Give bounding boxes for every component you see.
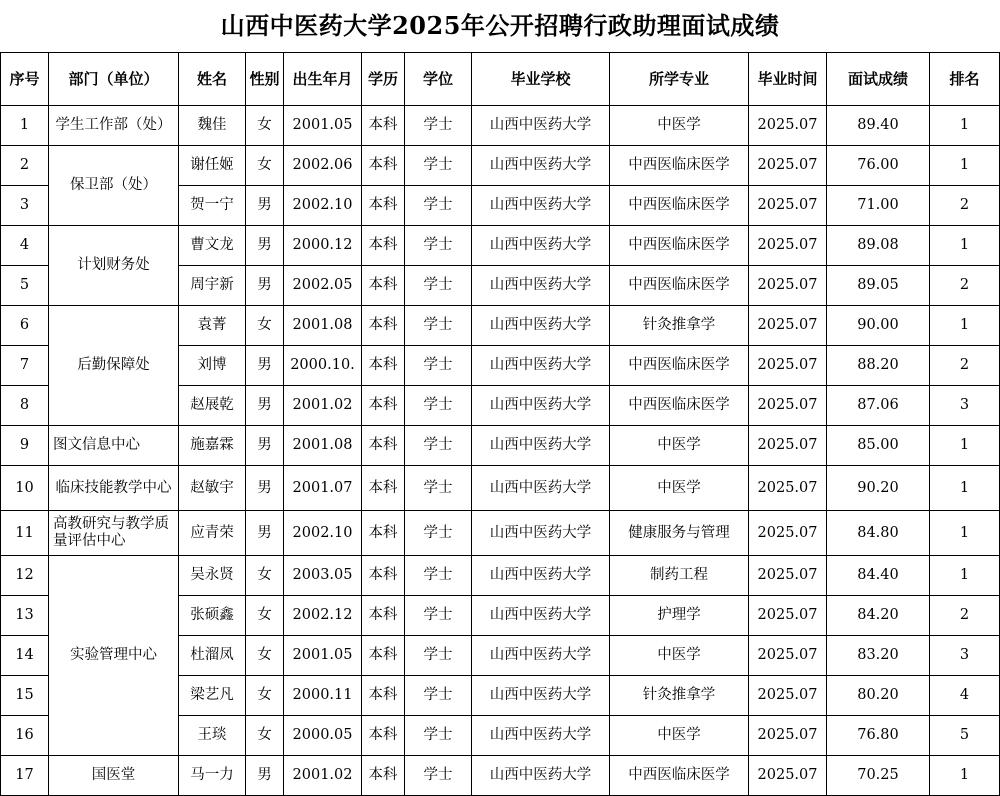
cell-major: 中医学 [610, 716, 749, 756]
cell-score: 84.20 [827, 596, 930, 636]
cell-degree: 学士 [405, 676, 472, 716]
cell-score: 76.80 [827, 716, 930, 756]
cell-score: 83.20 [827, 636, 930, 676]
cell-graduation: 2025.07 [749, 386, 827, 426]
cell-education: 本科 [362, 426, 405, 466]
cell-name: 曹文龙 [179, 226, 246, 266]
cell-graduation: 2025.07 [749, 756, 827, 796]
cell-degree: 学士 [405, 466, 472, 511]
cell-major: 制药工程 [610, 556, 749, 596]
cell-graduation: 2025.07 [749, 306, 827, 346]
cell-school: 山西中医药大学 [472, 511, 610, 556]
table-row [1, 511, 1000, 556]
cell-graduation: 2025.07 [749, 346, 827, 386]
header-department: 部门（单位） [49, 53, 179, 106]
cell-graduation: 2025.07 [749, 636, 827, 676]
cell-gender: 女 [246, 106, 284, 146]
cell-no: 6 [1, 306, 49, 346]
cell-name: 王琰 [179, 716, 246, 756]
cell-birth: 2000.11 [284, 676, 362, 716]
cell-gender: 女 [246, 306, 284, 346]
cell-gender: 女 [246, 636, 284, 676]
cell-no: 2 [1, 146, 49, 186]
table-row [1, 106, 1000, 146]
cell-education: 本科 [362, 511, 405, 556]
cell-birth: 2001.05 [284, 636, 362, 676]
cell-birth: 2002.05 [284, 266, 362, 306]
cell-graduation: 2025.07 [749, 676, 827, 716]
cell-rank: 2 [930, 346, 1000, 386]
cell-no: 9 [1, 426, 49, 466]
cell-major: 针灸推拿学 [610, 676, 749, 716]
cell-school: 山西中医药大学 [472, 346, 610, 386]
cell-score: 89.40 [827, 106, 930, 146]
cell-degree: 学士 [405, 716, 472, 756]
cell-no: 11 [1, 511, 49, 556]
cell-name: 施嘉霖 [179, 426, 246, 466]
cell-education: 本科 [362, 676, 405, 716]
cell-major: 中西医临床医学 [610, 756, 749, 796]
cell-no: 1 [1, 106, 49, 146]
cell-no: 17 [1, 756, 49, 796]
cell-rank: 1 [930, 226, 1000, 266]
cell-score: 90.00 [827, 306, 930, 346]
cell-gender: 女 [246, 556, 284, 596]
cell-graduation: 2025.07 [749, 556, 827, 596]
cell-name: 吴永贤 [179, 556, 246, 596]
cell-education: 本科 [362, 716, 405, 756]
cell-degree: 学士 [405, 346, 472, 386]
cell-no: 3 [1, 186, 49, 226]
cell-school: 山西中医药大学 [472, 106, 610, 146]
cell-name: 魏佳 [179, 106, 246, 146]
cell-school: 山西中医药大学 [472, 716, 610, 756]
cell-rank: 2 [930, 186, 1000, 226]
header-major: 所学专业 [610, 53, 749, 106]
cell-school: 山西中医药大学 [472, 146, 610, 186]
cell-no: 15 [1, 676, 49, 716]
cell-graduation: 2025.07 [749, 716, 827, 756]
cell-no: 12 [1, 556, 49, 596]
cell-department: 国医堂 [49, 756, 179, 796]
table-header-row [1, 53, 1000, 106]
cell-name: 张硕鑫 [179, 596, 246, 636]
cell-education: 本科 [362, 106, 405, 146]
cell-gender: 男 [246, 346, 284, 386]
cell-no: 14 [1, 636, 49, 676]
cell-rank: 3 [930, 386, 1000, 426]
cell-birth: 2001.05 [284, 106, 362, 146]
cell-birth: 2000.12 [284, 226, 362, 266]
cell-department: 学生工作部（处） [49, 106, 179, 146]
cell-education: 本科 [362, 266, 405, 306]
cell-no: 10 [1, 466, 49, 511]
cell-major: 针灸推拿学 [610, 306, 749, 346]
cell-major: 中医学 [610, 426, 749, 466]
cell-department: 计划财务处 [49, 226, 179, 306]
cell-major: 中医学 [610, 106, 749, 146]
cell-gender: 男 [246, 426, 284, 466]
cell-degree: 学士 [405, 636, 472, 676]
header-rank: 排名 [930, 53, 1000, 106]
cell-birth: 2002.06 [284, 146, 362, 186]
cell-education: 本科 [362, 186, 405, 226]
cell-name: 应青荣 [179, 511, 246, 556]
cell-department: 实验管理中心 [49, 556, 179, 756]
cell-education: 本科 [362, 146, 405, 186]
cell-rank: 1 [930, 106, 1000, 146]
cell-degree: 学士 [405, 511, 472, 556]
cell-name: 袁菁 [179, 306, 246, 346]
cell-education: 本科 [362, 466, 405, 511]
header-score: 面试成绩 [827, 53, 930, 106]
cell-no: 8 [1, 386, 49, 426]
cell-degree: 学士 [405, 556, 472, 596]
table-row [1, 226, 1000, 266]
cell-rank: 1 [930, 756, 1000, 796]
cell-score: 70.25 [827, 756, 930, 796]
cell-score: 85.00 [827, 426, 930, 466]
table-row [1, 556, 1000, 596]
cell-score: 87.06 [827, 386, 930, 426]
header-education: 学历 [362, 53, 405, 106]
cell-graduation: 2025.07 [749, 186, 827, 226]
cell-education: 本科 [362, 226, 405, 266]
table-body [1, 106, 1000, 796]
table-row [1, 756, 1000, 796]
cell-birth: 2001.08 [284, 306, 362, 346]
table-row [1, 466, 1000, 511]
cell-score: 84.40 [827, 556, 930, 596]
cell-graduation: 2025.07 [749, 226, 827, 266]
cell-rank: 2 [930, 266, 1000, 306]
cell-education: 本科 [362, 756, 405, 796]
cell-major: 中医学 [610, 636, 749, 676]
cell-gender: 女 [246, 596, 284, 636]
cell-major: 中西医临床医学 [610, 386, 749, 426]
cell-no: 16 [1, 716, 49, 756]
cell-score: 84.80 [827, 511, 930, 556]
cell-graduation: 2025.07 [749, 466, 827, 511]
cell-school: 山西中医药大学 [472, 426, 610, 466]
cell-degree: 学士 [405, 226, 472, 266]
cell-birth: 2000.10. [284, 346, 362, 386]
cell-birth: 2003.05 [284, 556, 362, 596]
cell-major: 中西医临床医学 [610, 266, 749, 306]
cell-birth: 2002.10 [284, 186, 362, 226]
cell-school: 山西中医药大学 [472, 266, 610, 306]
header-graduation: 毕业时间 [749, 53, 827, 106]
cell-graduation: 2025.07 [749, 146, 827, 186]
cell-degree: 学士 [405, 596, 472, 636]
cell-school: 山西中医药大学 [472, 386, 610, 426]
cell-degree: 学士 [405, 426, 472, 466]
cell-birth: 2001.08 [284, 426, 362, 466]
cell-name: 马一力 [179, 756, 246, 796]
cell-name: 赵敏宇 [179, 466, 246, 511]
cell-major: 中西医临床医学 [610, 186, 749, 226]
cell-gender: 男 [246, 186, 284, 226]
cell-name: 谢任姬 [179, 146, 246, 186]
header-birth: 出生年月 [284, 53, 362, 106]
cell-graduation: 2025.07 [749, 106, 827, 146]
cell-birth: 2002.12 [284, 596, 362, 636]
cell-name: 梁艺凡 [179, 676, 246, 716]
header-degree: 学位 [405, 53, 472, 106]
cell-score: 76.00 [827, 146, 930, 186]
cell-gender: 男 [246, 226, 284, 266]
cell-degree: 学士 [405, 266, 472, 306]
cell-no: 7 [1, 346, 49, 386]
cell-rank: 1 [930, 556, 1000, 596]
cell-education: 本科 [362, 346, 405, 386]
cell-education: 本科 [362, 386, 405, 426]
table-row [1, 306, 1000, 346]
cell-gender: 男 [246, 266, 284, 306]
cell-degree: 学士 [405, 306, 472, 346]
cell-degree: 学士 [405, 146, 472, 186]
cell-department: 临床技能教学中心 [49, 466, 179, 511]
cell-score: 88.20 [827, 346, 930, 386]
cell-major: 中西医临床医学 [610, 226, 749, 266]
cell-score: 90.20 [827, 466, 930, 511]
cell-school: 山西中医药大学 [472, 556, 610, 596]
cell-education: 本科 [362, 636, 405, 676]
cell-graduation: 2025.07 [749, 596, 827, 636]
cell-rank: 1 [930, 146, 1000, 186]
cell-birth: 2001.02 [284, 756, 362, 796]
cell-name: 杜溜凤 [179, 636, 246, 676]
cell-no: 5 [1, 266, 49, 306]
cell-score: 80.20 [827, 676, 930, 716]
cell-rank: 1 [930, 511, 1000, 556]
cell-gender: 女 [246, 716, 284, 756]
cell-school: 山西中医药大学 [472, 226, 610, 266]
cell-department: 图文信息中心 [49, 426, 179, 466]
cell-school: 山西中医药大学 [472, 466, 610, 511]
cell-major: 护理学 [610, 596, 749, 636]
cell-rank: 5 [930, 716, 1000, 756]
cell-name: 赵展乾 [179, 386, 246, 426]
cell-rank: 1 [930, 426, 1000, 466]
table-row [1, 146, 1000, 186]
cell-degree: 学士 [405, 106, 472, 146]
cell-gender: 男 [246, 756, 284, 796]
cell-school: 山西中医药大学 [472, 306, 610, 346]
cell-no: 13 [1, 596, 49, 636]
header-no: 序号 [1, 53, 49, 106]
cell-department: 高教研究与教学质量评估中心 [49, 511, 179, 556]
cell-score: 71.00 [827, 186, 930, 226]
cell-no: 4 [1, 226, 49, 266]
results-table [0, 52, 1000, 796]
cell-rank: 1 [930, 466, 1000, 511]
cell-graduation: 2025.07 [749, 426, 827, 466]
cell-graduation: 2025.07 [749, 266, 827, 306]
cell-major: 中西医临床医学 [610, 346, 749, 386]
cell-school: 山西中医药大学 [472, 636, 610, 676]
cell-major: 中医学 [610, 466, 749, 511]
cell-education: 本科 [362, 556, 405, 596]
cell-school: 山西中医药大学 [472, 596, 610, 636]
cell-rank: 4 [930, 676, 1000, 716]
cell-school: 山西中医药大学 [472, 186, 610, 226]
cell-score: 89.08 [827, 226, 930, 266]
cell-birth: 2000.05 [284, 716, 362, 756]
cell-school: 山西中医药大学 [472, 676, 610, 716]
cell-department: 保卫部（处） [49, 146, 179, 226]
cell-rank: 2 [930, 596, 1000, 636]
cell-department: 后勤保障处 [49, 306, 179, 426]
document-title: 山西中医药大学2025年公开招聘行政助理面试成绩 [220, 11, 780, 40]
header-name: 姓名 [179, 53, 246, 106]
table-row [1, 426, 1000, 466]
cell-education: 本科 [362, 596, 405, 636]
header-school: 毕业学校 [472, 53, 610, 106]
cell-degree: 学士 [405, 186, 472, 226]
cell-birth: 2001.07 [284, 466, 362, 511]
cell-birth: 2001.02 [284, 386, 362, 426]
cell-rank: 1 [930, 306, 1000, 346]
cell-school: 山西中医药大学 [472, 756, 610, 796]
cell-graduation: 2025.07 [749, 511, 827, 556]
cell-name: 周宇新 [179, 266, 246, 306]
cell-gender: 男 [246, 466, 284, 511]
header-gender: 性别 [246, 53, 284, 106]
cell-education: 本科 [362, 306, 405, 346]
cell-gender: 男 [246, 386, 284, 426]
cell-birth: 2002.10 [284, 511, 362, 556]
cell-gender: 女 [246, 676, 284, 716]
cell-major: 中西医临床医学 [610, 146, 749, 186]
cell-degree: 学士 [405, 386, 472, 426]
cell-score: 89.05 [827, 266, 930, 306]
cell-major: 健康服务与管理 [610, 511, 749, 556]
cell-name: 刘博 [179, 346, 246, 386]
cell-name: 贺一宁 [179, 186, 246, 226]
cell-rank: 3 [930, 636, 1000, 676]
cell-gender: 女 [246, 146, 284, 186]
cell-gender: 男 [246, 511, 284, 556]
cell-degree: 学士 [405, 756, 472, 796]
